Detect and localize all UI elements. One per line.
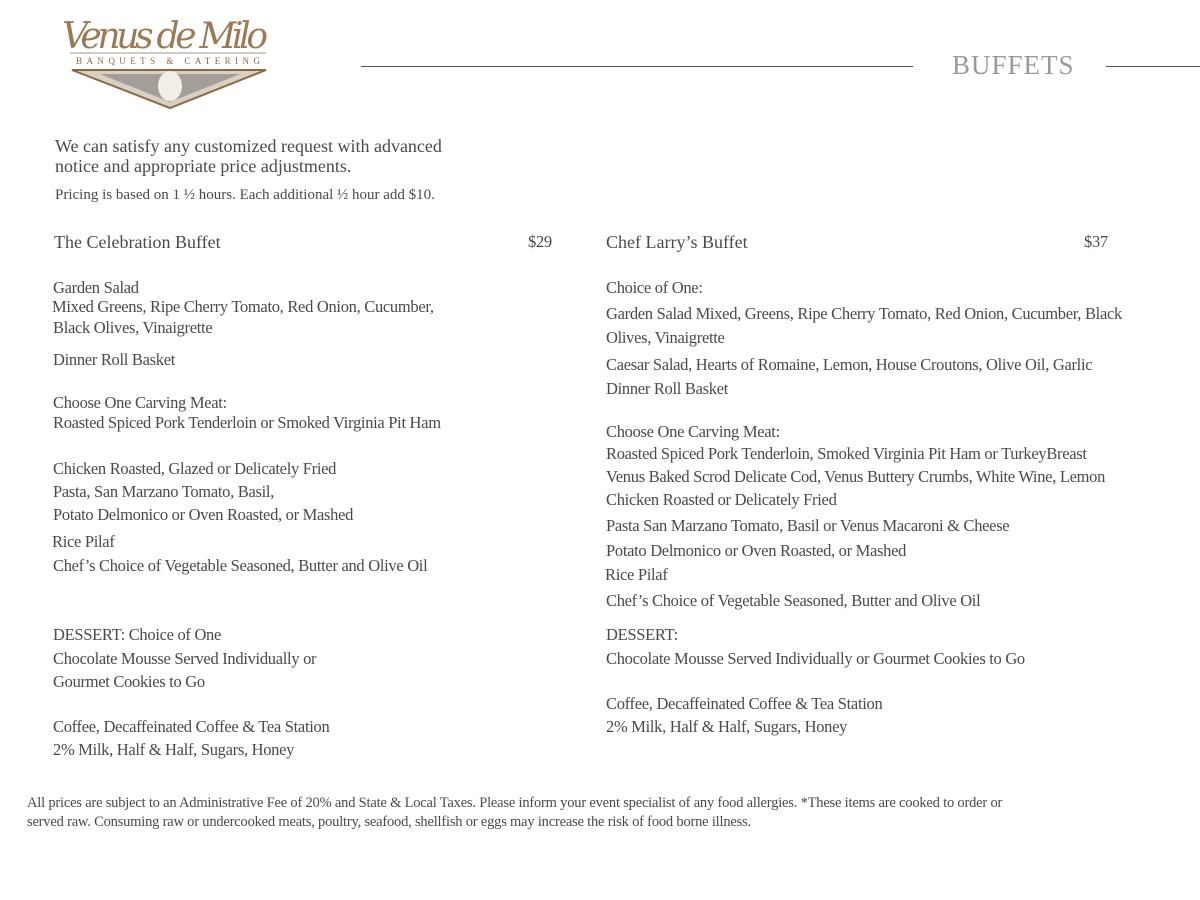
menu-item-line: Chocolate Mousse Served Individually or (53, 649, 317, 668)
menu-item-line: Venus Baked Scrod Delicate Cod, Venus Buttery Crumbs, White Wine, Lemon (606, 467, 1106, 486)
menu-item-line: Potato Delmonico or Oven Roasted, or Mashed (53, 505, 354, 524)
buffet-price-celebration: $29 (528, 232, 552, 251)
menu-item-line: Olives, Vinaigrette (606, 328, 725, 347)
menu-item-line: Caesar Salad, Hearts of Romaine, Lemon, House Croutons, Olive Oil, Garlic (606, 355, 1093, 374)
menu-item-line: Garden Salad (53, 278, 139, 297)
pricing-note: Pricing is based on 1 ½ hours. Each additional ½ hour add $10. (55, 187, 435, 203)
menu-item-line: Chocolate Mousse Served Individually or Gourmet Cookies to Go (606, 649, 1025, 668)
svg-text:Venus de Milo: Venus de Milo (62, 16, 268, 57)
menu-item-line: Chef’s Choice of Vegetable Seasoned, Butter and Olive Oil (53, 556, 428, 575)
menu-item-line: Choose One Carving Meat: (53, 393, 227, 412)
menu-item-line: 2% Milk, Half & Half, Sugars, Honey (606, 717, 848, 736)
menu-item-line: Black Olives, Vinaigrette (53, 318, 213, 337)
menu-item-line: Gourmet Cookies to Go (53, 672, 205, 691)
menu-item-line: Garden Salad Mixed, Greens, Ripe Cherry Tomato, Red Onion, Cucumber, Black (606, 304, 1122, 323)
menu-item-line: Chicken Roasted or Delicately Fried (606, 490, 837, 509)
menu-item-line: DESSERT: Choice of One (53, 625, 222, 644)
menu-item-line: Chicken Roasted, Glazed or Delicately Fried (53, 459, 337, 478)
menu-item-line: Roasted Spiced Pork Tenderloin, Smoked Virginia Pit Ham or TurkeyBreast (606, 444, 1087, 463)
menu-item-line: Dinner Roll Basket (606, 379, 728, 398)
menu-item-line: Pasta, San Marzano Tomato, Basil, (53, 482, 274, 501)
buffet-title-chef-larry: Chef Larry’s Buffet (606, 232, 748, 252)
page-title: BUFFETS (952, 50, 1075, 80)
header-rule-left (361, 66, 913, 67)
menu-item-line: Mixed Greens, Ripe Cherry Tomato, Red Onion, Cucumber, (52, 297, 434, 316)
menu-item-line: Choice of One: (606, 278, 703, 297)
menu-item-line: Coffee, Decaffeinated Coffee & Tea Station (53, 717, 330, 736)
menu-item-line: Chef’s Choice of Vegetable Seasoned, Butter and Olive Oil (606, 591, 981, 610)
footer-disclaimer-line-1: All prices are subject to an Administrative Fee of 20% and State & Local Taxes. Please inform your event specialist of any food allergies. *These items are cooked to order or (27, 795, 1003, 811)
header-rule-right (1106, 66, 1200, 67)
buffet-title-celebration: The Celebration Buffet (54, 232, 221, 252)
menu-item-line: Rice Pilaf (52, 532, 115, 551)
menu-item-line: Potato Delmonico or Oven Roasted, or Mashed (606, 541, 907, 560)
buffet-price-chef-larry: $37 (1084, 232, 1108, 251)
menu-item-line: Rice Pilaf (605, 565, 668, 584)
footer-disclaimer-line-2: served raw. Consuming raw or undercooked meats, poultry, seafood, shellfish or eggs may increase the risk of food borne illness. (27, 814, 751, 830)
menu-item-line: 2% Milk, Half & Half, Sugars, Honey (53, 740, 295, 759)
menu-item-line: Pasta San Marzano Tomato, Basil or Venus Macaroni & Cheese (606, 516, 1010, 535)
menu-item-line: Coffee, Decaffeinated Coffee & Tea Station (606, 694, 883, 713)
menu-item-line: Dinner Roll Basket (53, 350, 175, 369)
venus-de-milo-logo (60, 8, 270, 110)
menu-item-line: DESSERT: (606, 625, 678, 644)
svg-text:BANQUETS & CATERING: BANQUETS & CATERING (76, 56, 262, 66)
menu-item-line: Choose One Carving Meat: (606, 422, 780, 441)
intro-line-2: notice and appropriate price adjustments. (55, 156, 352, 176)
menu-item-line: Roasted Spiced Pork Tenderloin or Smoked Virginia Pit Ham (53, 413, 441, 432)
intro-line-1: We can satisfy any customized request with advanced (55, 136, 442, 156)
